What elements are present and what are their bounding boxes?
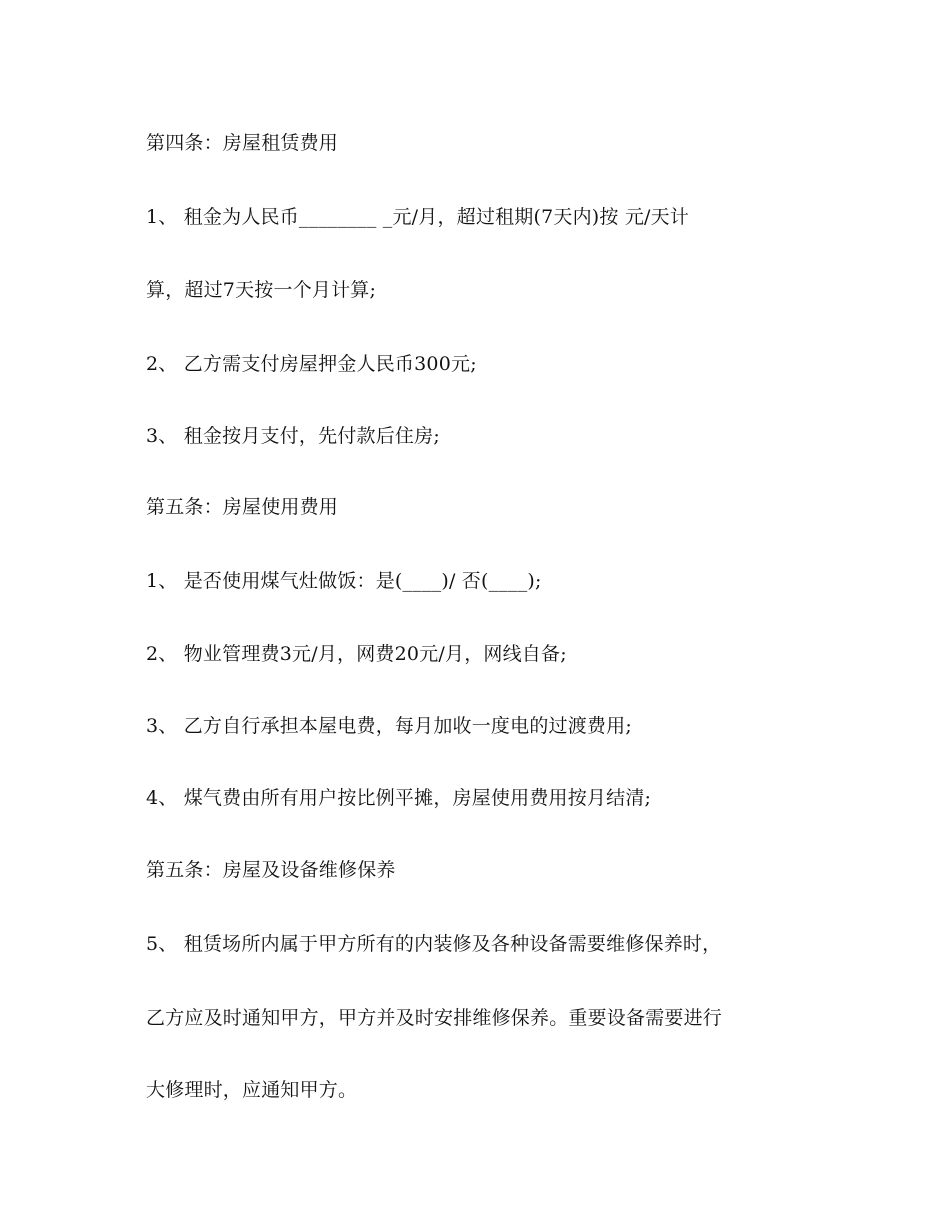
paragraph-line: 3、 乙方自行承担本屋电费，每月加收一度电的过渡费用;	[146, 715, 632, 737]
paragraph-line: 算，超过7天按一个月计算;	[146, 279, 377, 301]
paragraph-line: 5、 租赁场所内属于甲方所有的内装修及各种设备需要维修保养时，	[146, 933, 722, 955]
paragraph-line: 2、 物业管理费3元/月，网费20元/月，网线自备;	[146, 643, 567, 665]
paragraph-line: 1、 是否使用煤气灶做饭：是(____)/ 否(____);	[146, 570, 542, 592]
section-heading-usage-fees: 第五条：房屋使用费用	[146, 496, 339, 518]
paragraph-line: 4、 煤气费由所有用户按比例平摊，房屋使用费用按月结清;	[146, 787, 652, 809]
paragraph-line: 1、 租金为人民币________ _元/月，超过租期(7天内)按 元/天计	[146, 206, 690, 228]
paragraph-line: 大修理时，应通知甲方。	[146, 1079, 358, 1101]
paragraph-line: 3、 租金按月支付，先付款后住房;	[146, 425, 440, 447]
section-heading-rent-fees: 第四条：房屋租赁费用	[146, 132, 339, 154]
paragraph-line: 乙方应及时通知甲方，甲方并及时安排维修保养。重要设备需要进行	[146, 1007, 723, 1029]
section-heading-maintenance: 第五条：房屋及设备维修保养	[146, 859, 396, 881]
paragraph-line: 2、 乙方需支付房屋押金人民币300元;	[146, 353, 477, 375]
